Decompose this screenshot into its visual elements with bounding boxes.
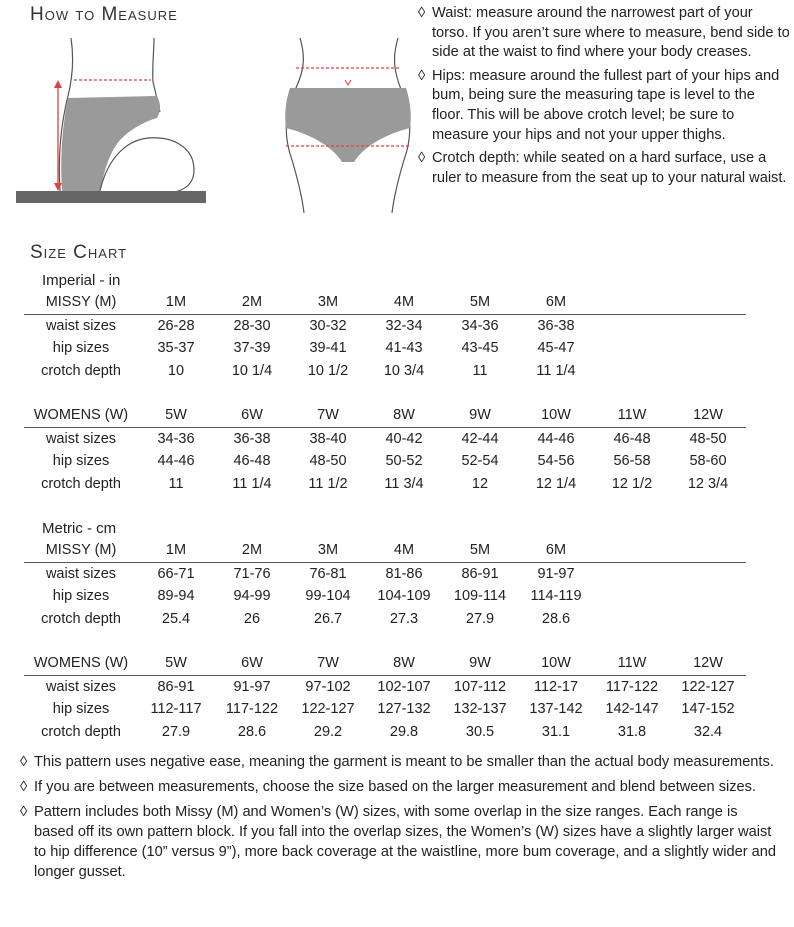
table-cell: 91-97 [233,678,271,695]
size-header: 11W [594,652,670,675]
table-cell: 132-137 [453,701,507,718]
size-header: 10W [518,652,594,675]
table-row [24,473,746,496]
table-cell: 117-122 [225,701,279,718]
table-cell: 10 1/4 [231,363,273,380]
table-cell: 11 1/2 [308,476,348,493]
table-cell: 27.9 [465,611,495,628]
table-cell: 112-117 [150,701,202,718]
table-cell: 10 3/4 [383,363,425,380]
table-cell: 89-94 [157,588,195,605]
table-cell: 28.6 [237,724,267,741]
table-cell: 30-32 [309,317,347,334]
table-cell: 81-86 [385,565,423,582]
size-header: 7W [290,652,366,675]
table-cell: 38-40 [309,430,347,447]
table-cell: 94-99 [233,588,271,605]
diamond-icon: ◊ [20,804,28,820]
size-header: 6W [214,404,290,427]
table-cell: 37-39 [233,340,271,357]
table-cell: 52-54 [461,453,499,470]
waist-instruction [418,4,790,63]
note-item [20,802,780,882]
table-header-row [24,291,746,314]
size-header: 5W [138,652,214,675]
table-cell: 122-127 [681,678,735,695]
table-cell: 54-56 [537,453,575,470]
table-cell: 137-142 [529,701,583,718]
diamond-icon: ◊ [418,5,426,21]
note-item [20,777,780,797]
table-cell: 114-119 [530,588,582,605]
note-item [20,752,780,772]
table-cell: 76-81 [309,565,347,582]
size-header: 7W [290,404,366,427]
table-row [24,427,746,450]
table-cell: 40-42 [385,430,423,447]
row-label: hip sizes [52,340,110,357]
row-label: waist sizes [45,565,117,582]
note-text: If you are between measurements, choose the size based on the larger measurement and blend between sizes. [34,779,757,795]
table-row [24,585,746,608]
table-cell: 97-102 [305,678,351,695]
size-header: 2M [214,539,290,562]
table-cell: 34-36 [157,430,195,447]
table-cell: 48-50 [309,453,347,470]
table-cell: 117-122 [605,678,659,695]
row-label: crotch depth [41,611,121,628]
table-cell: 122-127 [301,701,355,718]
table-cell: 29.2 [313,724,343,741]
size-header: 3M [290,291,366,314]
diamond-icon: ◊ [418,150,426,167]
table-cell: 11 [472,363,488,380]
table-cell: 12 3/4 [687,476,729,493]
table-cell: 45-47 [537,340,575,357]
waist-instruction-text: Waist: measure around the narrowest part of your torso. If you aren’t sure where to measure, bend side to side at the waist to find where your body creases. [432,5,790,61]
table-row [24,360,746,383]
note-text: Pattern includes both Missy (M) and Women’s (W) sizes, with some overlap in the size ranges. Each range is based off its own pattern block. If you fall into the overlap sizes, the Women’s (W) sizes have a slightly larger waist to hip difference (10” versus 9”), more back coverage at the waistline, more bum coverage, and a slightly wider and longer gusset. [34,804,776,880]
table-header-row [24,539,746,562]
front-view-illustration [270,38,420,213]
table-cell: 35-37 [157,340,195,357]
table-cell: 104-109 [377,588,431,605]
size-header: 10W [518,404,594,427]
table-cell: 43-45 [461,340,499,357]
measure-instructions [418,4,790,192]
row-label: waist sizes [45,317,117,334]
row-label: crotch depth [41,363,121,380]
size-header: 8W [366,404,442,427]
diamond-icon: ◊ [20,779,28,795]
table-row [24,698,746,721]
how-to-measure-heading: How to Measure [30,4,178,25]
table-cell: 42-44 [461,430,499,447]
crotch-instruction-text: Crotch depth: while seated on a hard surface, use a ruler to measure from the seat up to your natural waist. [432,150,787,186]
table-cell: 11 3/4 [384,476,424,493]
table-cell: 44-46 [157,453,195,470]
size-header: 3M [290,539,366,562]
table-cell: 28.6 [541,611,571,628]
table-cell: 56-58 [613,453,651,470]
table-cell: 34-36 [461,317,499,334]
size-header: 6W [214,652,290,675]
metric-missy-table [24,539,746,630]
table-cell: 26-28 [157,317,195,334]
table-cell: 32-34 [385,317,423,334]
size-header: 11W [594,404,670,427]
table-cell: 50-52 [385,453,423,470]
row-label: hip sizes [52,453,110,470]
table-cell: 147-152 [681,701,735,718]
table-cell: 44-46 [537,430,575,447]
size-header: 2M [214,291,290,314]
table-header-row [24,404,746,427]
table-row [24,562,746,585]
size-header: 8W [366,652,442,675]
table-cell: 28-30 [233,317,271,334]
table-cell: 12 1/4 [535,476,577,493]
table-cell: 107-112 [453,678,507,695]
size-header: 12W [670,404,746,427]
table-cell: 112-17 [533,678,579,695]
row-label: crotch depth [41,476,121,493]
table-row [24,721,746,744]
table-cell: 27.9 [161,724,191,741]
table-cell: 86-91 [461,565,499,582]
table-label: WOMENS (W) [24,652,138,675]
table-cell: 11 1/4 [232,476,272,493]
table-cell: 26 [243,611,261,628]
size-header: 5M [442,291,518,314]
table-cell: 36-38 [233,430,271,447]
row-label: crotch depth [41,724,121,741]
table-cell: 12 [471,476,489,493]
table-cell: 36-38 [537,317,575,334]
metric-womens-table [24,652,746,743]
size-header: 5M [442,539,518,562]
table-row [24,450,746,473]
table-cell: 127-132 [377,701,431,718]
crotch-instruction [418,149,790,188]
table-cell: 109-114 [453,588,507,605]
size-header: 1M [138,539,214,562]
table-cell: 48-50 [689,430,727,447]
size-header: 6M [518,291,594,314]
row-label: hip sizes [52,701,110,718]
hips-instruction-text: Hips: measure around the fullest part of your hips and bum, being sure the measuring tape is level to the floor. This will be above crotch level; be sure to measure your hips and not your upper thighs. [432,67,780,143]
row-label: hip sizes [52,588,110,605]
table-cell: 32.4 [693,724,723,741]
table-cell: 11 1/4 [536,363,576,380]
table-row [24,608,746,631]
table-cell: 46-48 [613,430,651,447]
table-cell: 27.3 [389,611,419,628]
metric-unit-label: Metric - cm [42,520,117,537]
size-header: 9W [442,404,518,427]
table-cell: 11 [168,476,184,493]
imperial-unit-label: Imperial - in [42,272,121,289]
table-cell: 25.4 [161,611,191,628]
table-row [24,337,746,360]
table-cell: 102-107 [377,678,431,695]
table-cell: 91-97 [537,565,575,582]
table-cell: 10 [167,363,185,380]
size-header: 5W [138,404,214,427]
size-header: 4M [366,291,442,314]
table-cell: 31.8 [617,724,647,741]
hips-instruction [418,67,790,145]
table-cell: 39-41 [309,340,347,357]
imperial-missy-table [24,291,746,382]
side-view-illustration [16,38,206,206]
diamond-icon: ◊ [418,67,426,84]
size-header: 1M [138,291,214,314]
table-cell: 58-60 [689,453,727,470]
table-cell: 12 1/2 [611,476,653,493]
row-label: waist sizes [45,678,117,695]
note-text: This pattern uses negative ease, meaning the garment is meant to be smaller than the actual body measurements. [34,754,774,770]
row-label: waist sizes [45,430,117,447]
table-label: MISSY (M) [24,291,138,314]
table-cell: 142-147 [605,701,659,718]
size-header: 12W [670,652,746,675]
table-cell: 29.8 [389,724,419,741]
table-cell: 41-43 [385,340,423,357]
table-cell: 99-104 [305,588,351,605]
table-cell: 31.1 [541,724,571,741]
pattern-notes [20,752,780,887]
table-cell: 86-91 [157,678,195,695]
size-header: 9W [442,652,518,675]
size-header: 4M [366,539,442,562]
table-cell: 30.5 [465,724,495,741]
table-cell: 46-48 [233,453,271,470]
imperial-womens-table [24,404,746,495]
size-chart-heading: Size Chart [30,242,128,263]
table-cell: 10 1/2 [307,363,349,380]
table-cell: 71-76 [233,565,271,582]
table-row [24,314,746,337]
table-cell: 66-71 [157,565,195,582]
table-header-row [24,652,746,675]
diamond-icon: ◊ [20,754,28,770]
size-header: 6M [518,539,594,562]
table-label: MISSY (M) [24,539,138,562]
table-row [24,675,746,698]
table-label: WOMENS (W) [24,404,138,427]
table-cell: 26.7 [313,611,343,628]
